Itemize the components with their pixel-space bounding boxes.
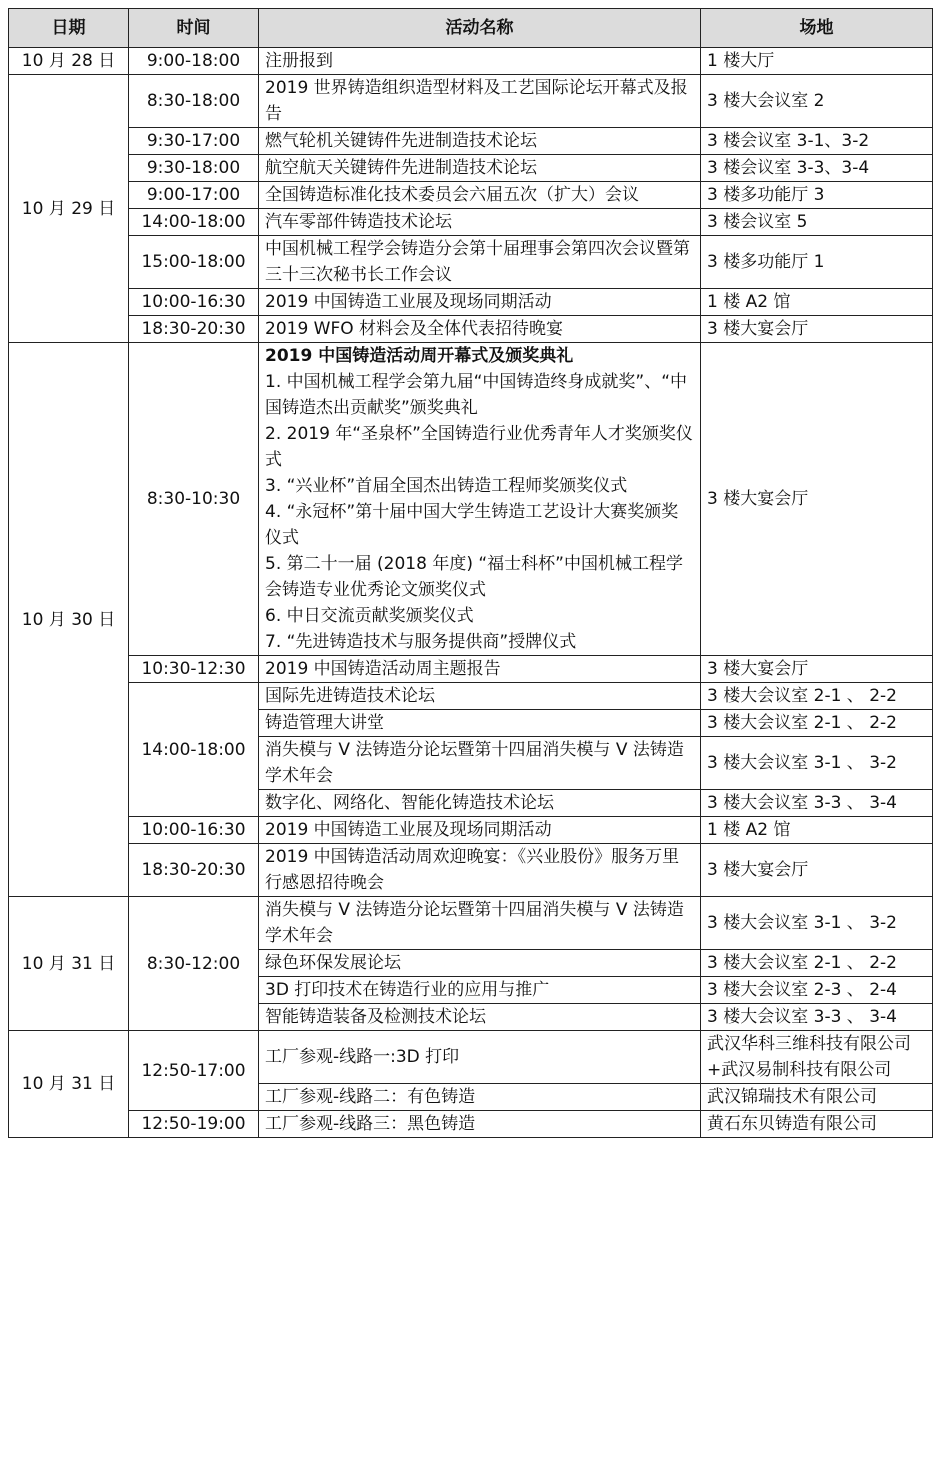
event-title: 2019 中国铸造活动周开幕式及颁奖典礼	[265, 346, 574, 366]
table-row	[9, 128, 933, 155]
time-cell: 9:30-18:00	[129, 155, 259, 182]
time-cell: 12:50-19:00	[129, 1111, 259, 1138]
event-item: 2. 2019 年“圣泉杯”全国铸造行业优秀青年人才奖颁奖仪式	[265, 424, 693, 470]
table-row	[9, 683, 933, 710]
event-item: 5. 第二十一届 (2018 年度) “福士科杯”中国机械工程学会铸造专业优秀论文颁奖仪式	[265, 554, 683, 600]
table-row	[9, 844, 933, 897]
time-cell: 10:00-16:30	[129, 817, 259, 844]
event-cell: 全国铸造标准化技术委员会六届五次（扩大）会议	[259, 182, 701, 209]
time-cell: 9:00-17:00	[129, 182, 259, 209]
venue-cell: 3 楼大会议室 3-1 、 3-2	[701, 737, 933, 790]
event-cell: 工厂参观-线路三：黑色铸造	[259, 1111, 701, 1138]
event-cell: 注册报到	[259, 48, 701, 75]
table-row	[9, 289, 933, 316]
venue-cell: 3 楼大会议室 3-3 、 3-4	[701, 790, 933, 817]
time-cell: 8:30-12:00	[129, 897, 259, 1031]
venue-cell: 3 楼大宴会厅	[701, 343, 933, 656]
time-cell: 14:00-18:00	[129, 683, 259, 817]
schedule-table	[8, 8, 933, 1138]
venue-cell: 3 楼多功能厅 3	[701, 182, 933, 209]
event-cell: 2019 世界铸造组织造型材料及工艺国际论坛开幕式及报告	[259, 75, 701, 128]
venue-cell: 3 楼大宴会厅	[701, 316, 933, 343]
date-cell: 10 月 30 日	[9, 343, 129, 897]
table-row	[9, 1111, 933, 1138]
time-cell: 10:30-12:30	[129, 656, 259, 683]
venue-cell: 3 楼会议室 3-1、3-2	[701, 128, 933, 155]
event-cell: 工厂参观-线路二：有色铸造	[259, 1084, 701, 1111]
event-item: 7. “先进铸造技术与服务提供商”授牌仪式	[265, 632, 577, 652]
date-cell: 10 月 31 日	[9, 1031, 129, 1138]
event-cell: 2019 中国铸造活动周主题报告	[259, 656, 701, 683]
event-cell: 工厂参观-线路一:3D 打印	[259, 1031, 701, 1084]
event-cell: 数字化、网络化、智能化铸造技术论坛	[259, 790, 701, 817]
event-cell: 2019 中国铸造工业展及现场同期活动	[259, 289, 701, 316]
date-cell: 10 月 29 日	[9, 75, 129, 343]
table-row	[9, 48, 933, 75]
table-row	[9, 656, 933, 683]
table-row	[9, 316, 933, 343]
venue-cell: 3 楼大会议室 3-3 、 3-4	[701, 1004, 933, 1031]
venue-cell: 3 楼大会议室 2-1 、 2-2	[701, 710, 933, 737]
table-row	[9, 897, 933, 950]
time-cell: 10:00-16:30	[129, 289, 259, 316]
venue-cell: 3 楼大会议室 2-1 、 2-2	[701, 950, 933, 977]
event-item: 4. “永冠杯”第十届中国大学生铸造工艺设计大赛奖颁奖仪式	[265, 502, 679, 548]
event-cell: 绿色环保发展论坛	[259, 950, 701, 977]
time-cell: 8:30-18:00	[129, 75, 259, 128]
time-cell: 8:30-10:30	[129, 343, 259, 656]
venue-cell: 1 楼 A2 馆	[701, 289, 933, 316]
header-event: 活动名称	[259, 9, 701, 48]
event-cell: 中国机械工程学会铸造分会第十届理事会第四次会议暨第三十三次秘书长工作会议	[259, 236, 701, 289]
time-cell: 14:00-18:00	[129, 209, 259, 236]
date-cell: 10 月 28 日	[9, 48, 129, 75]
event-cell: 3D 打印技术在铸造行业的应用与推广	[259, 977, 701, 1004]
venue-cell: 3 楼大会议室 2	[701, 75, 933, 128]
venue-cell: 武汉华科三维科技有限公司+武汉易制科技有限公司	[701, 1031, 933, 1084]
venue-cell: 黄石东贝铸造有限公司	[701, 1111, 933, 1138]
venue-cell: 3 楼多功能厅 1	[701, 236, 933, 289]
table-row	[9, 75, 933, 128]
event-cell: 2019 WFO 材料会及全体代表招待晚宴	[259, 316, 701, 343]
venue-cell: 3 楼大宴会厅	[701, 844, 933, 897]
table-row	[9, 1031, 933, 1084]
time-cell: 15:00-18:00	[129, 236, 259, 289]
event-cell	[259, 343, 701, 656]
venue-cell: 3 楼会议室 5	[701, 209, 933, 236]
event-item: 1. 中国机械工程学会第九届“中国铸造终身成就奖”、“中国铸造杰出贡献奖”颁奖典礼	[265, 372, 688, 418]
event-cell: 消失模与 V 法铸造分论坛暨第十四届消失模与 V 法铸造学术年会	[259, 897, 701, 950]
venue-cell: 3 楼大会议室 2-1 、 2-2	[701, 683, 933, 710]
venue-cell: 3 楼会议室 3-3、3-4	[701, 155, 933, 182]
event-cell: 燃气轮机关键铸件先进制造技术论坛	[259, 128, 701, 155]
event-cell: 铸造管理大讲堂	[259, 710, 701, 737]
venue-cell: 3 楼大会议室 2-3 、 2-4	[701, 977, 933, 1004]
event-cell: 汽车零部件铸造技术论坛	[259, 209, 701, 236]
table-row	[9, 236, 933, 289]
event-cell: 2019 中国铸造工业展及现场同期活动	[259, 817, 701, 844]
venue-cell: 3 楼大会议室 3-1 、 3-2	[701, 897, 933, 950]
event-cell: 2019 中国铸造活动周欢迎晚宴：《兴业股份》服务万里行感恩招待晚会	[259, 844, 701, 897]
event-item: 3. “兴业杯”首届全国杰出铸造工程师奖颁奖仪式	[265, 476, 628, 496]
venue-cell: 1 楼 A2 馆	[701, 817, 933, 844]
header-venue: 场地	[701, 9, 933, 48]
event-item: 6. 中日交流贡献奖颁奖仪式	[265, 606, 474, 626]
event-cell: 智能铸造装备及检测技术论坛	[259, 1004, 701, 1031]
schedule-body	[9, 48, 933, 1138]
time-cell: 9:00-18:00	[129, 48, 259, 75]
header-time: 时间	[129, 9, 259, 48]
time-cell: 9:30-17:00	[129, 128, 259, 155]
venue-cell: 武汉锦瑞技术有限公司	[701, 1084, 933, 1111]
event-cell: 消失模与 V 法铸造分论坛暨第十四届消失模与 V 法铸造学术年会	[259, 737, 701, 790]
table-row	[9, 343, 933, 656]
venue-cell: 3 楼大宴会厅	[701, 656, 933, 683]
time-cell: 18:30-20:30	[129, 844, 259, 897]
table-row	[9, 182, 933, 209]
table-row	[9, 155, 933, 182]
venue-cell: 1 楼大厅	[701, 48, 933, 75]
table-row	[9, 209, 933, 236]
header-row	[9, 9, 933, 48]
table-row	[9, 817, 933, 844]
time-cell: 12:50-17:00	[129, 1031, 259, 1111]
event-cell: 国际先进铸造技术论坛	[259, 683, 701, 710]
event-cell: 航空航天关键铸件先进制造技术论坛	[259, 155, 701, 182]
header-date: 日期	[9, 9, 129, 48]
time-cell: 18:30-20:30	[129, 316, 259, 343]
date-cell: 10 月 31 日	[9, 897, 129, 1031]
